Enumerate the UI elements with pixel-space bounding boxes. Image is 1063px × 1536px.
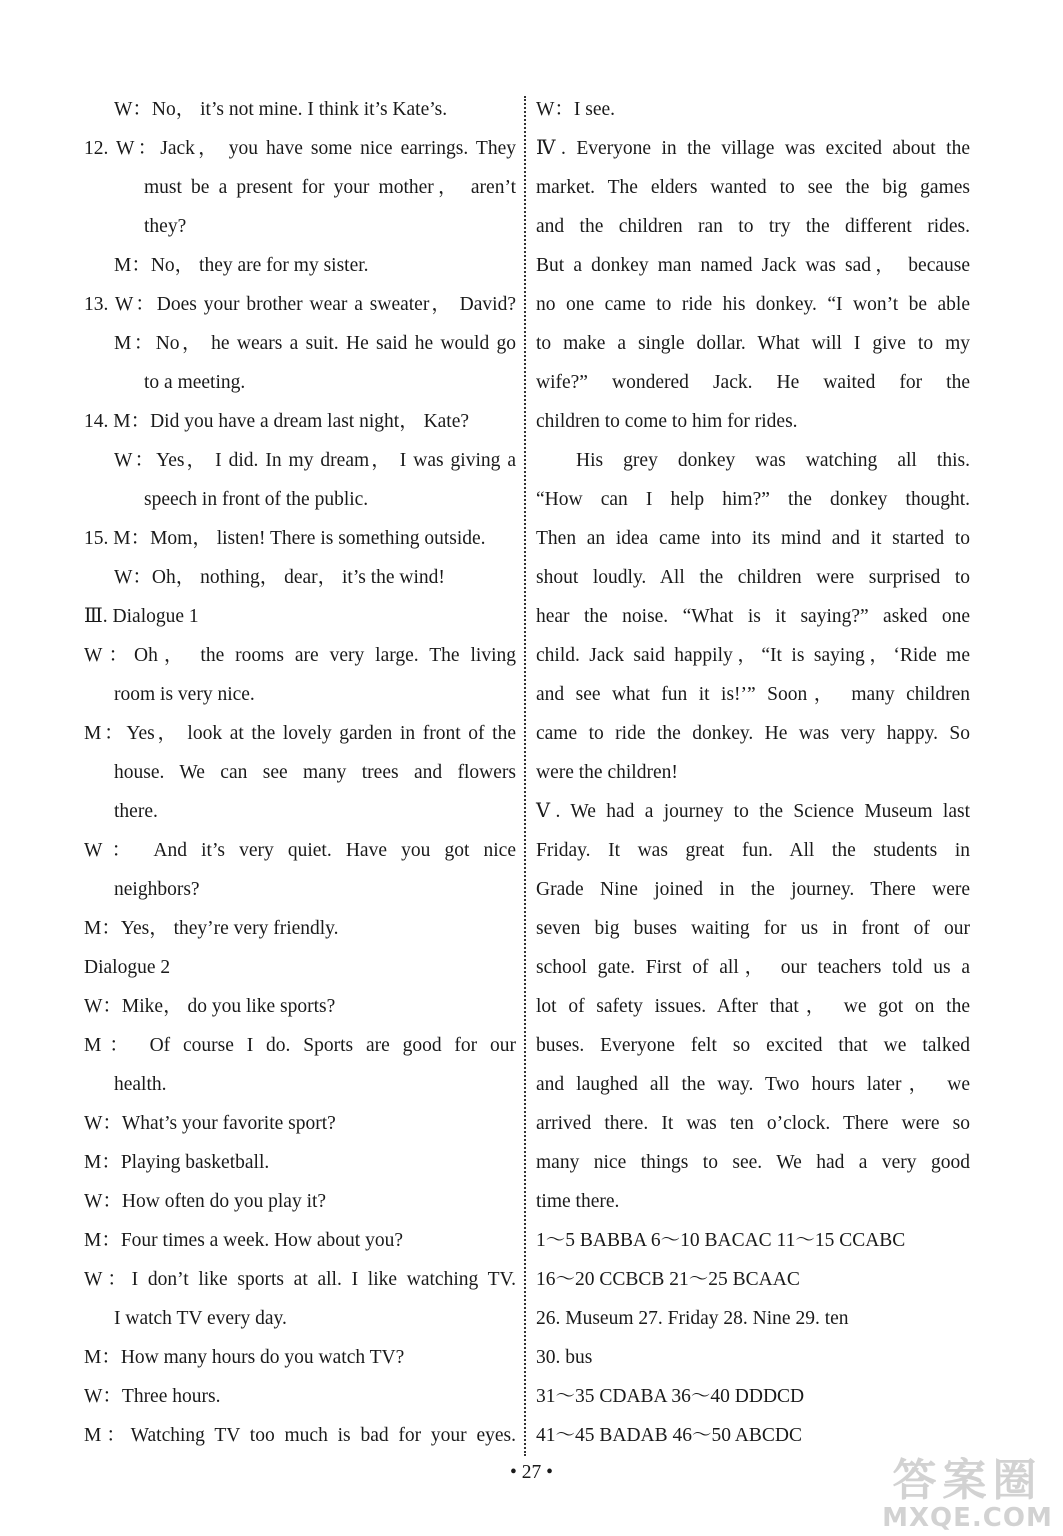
text-line: M：Watching TV too much is bad for your eyes.: [84, 1425, 516, 1446]
text-line: W：What’s your favorite sport?: [84, 1113, 336, 1134]
text-line: child. Jack said happily，“It is saying，‘Ride me: [536, 645, 970, 666]
text-line: Grade Nine joined in the journey. There were: [536, 879, 970, 900]
text-line: 14. M：Did you have a dream last night， Kate?: [84, 411, 470, 432]
text-line: 13. W：Does your brother wear a sweater， David?: [84, 294, 516, 315]
text-line: W：Yes， I did. In my dream， I was giving a: [114, 450, 516, 471]
text-line: Ⅳ. Everyone in the village was excited about the: [536, 138, 970, 159]
text-line: and laughed all the way. Two hours later， we: [536, 1074, 970, 1095]
text-line: arrived there. It was ten o’clock. There were so: [536, 1113, 970, 1134]
text-line: 30. bus: [536, 1347, 593, 1368]
text-line: M：Yes， they’re very friendly.: [84, 918, 339, 939]
text-line: they?: [144, 216, 187, 237]
text-line: wife?” wondered Jack. He waited for the: [536, 372, 970, 393]
text-line: W：Oh， the rooms are very large. The living: [84, 645, 516, 666]
text-line: to make a single dollar. What will I give to my: [536, 333, 970, 354]
text-line: Friday. It was great fun. All the students in: [536, 840, 970, 861]
watermark-logo-top: 答案圈: [892, 1455, 1043, 1506]
text-line: W：I don’t like sports at all. I like watching TV.: [84, 1269, 516, 1290]
text-line: “How can I help him?” the donkey thought.: [536, 489, 970, 510]
text-line: M：Playing basketball.: [84, 1152, 270, 1173]
text-line: 15. M：Mom， listen! There is something outside.: [84, 528, 486, 549]
text-line: M：No， he wears a suit. He said he would go: [114, 333, 516, 354]
text-line: W：Mike， do you like sports?: [84, 996, 336, 1017]
text-line: house. We can see many trees and flowers: [114, 762, 516, 783]
text-line: school gate. First of all， our teachers told us a: [536, 957, 970, 978]
text-line: lot of safety issues. After that， we got on the: [536, 996, 970, 1017]
text-line: were the children!: [536, 762, 678, 783]
text-line: and the children ran to try the different rides.: [536, 216, 970, 237]
text-line: and see what fun it is!’” Soon， many children: [536, 684, 970, 705]
column-divider: [524, 96, 526, 1456]
text-line: I watch TV every day.: [114, 1308, 287, 1329]
text-line: Ⅲ. Dialogue 1: [84, 606, 199, 627]
text-line: 12. W：Jack， you have some nice earrings. They: [84, 138, 516, 159]
text-line: to a meeting.: [144, 372, 246, 393]
text-line: market. The elders wanted to see the big games: [536, 177, 970, 198]
text-line: M：Four times a week. How about you?: [84, 1230, 403, 1251]
text-line: neighbors?: [114, 879, 200, 900]
text-line: W：Oh， nothing， dear， it’s the wind!: [114, 567, 445, 588]
text-line: 16～20 CCBCB 21～25 BCAAC: [536, 1269, 800, 1290]
text-line: W：How often do you play it?: [84, 1191, 327, 1212]
text-line: W：Three hours.: [84, 1386, 221, 1407]
text-line: buses. Everyone felt so excited that we talked: [536, 1035, 970, 1056]
text-line: room is very nice.: [114, 684, 255, 705]
text-line: came to ride the donkey. He was very happy. So: [536, 723, 970, 744]
text-line: speech in front of the public.: [144, 489, 369, 510]
text-line: M：Yes， look at the lovely garden in front of the: [84, 723, 516, 744]
text-line: M： Of course I do. Sports are good for our: [84, 1035, 516, 1056]
text-line: Dialogue 2: [84, 957, 171, 978]
text-line: health.: [114, 1074, 167, 1095]
text-line: must be a present for your mother， aren’t: [144, 177, 516, 198]
text-line: W：No， it’s not mine. I think it’s Kate’s.: [114, 99, 448, 120]
text-line: 26. Museum 27. Friday 28. Nine 29. ten: [536, 1308, 849, 1329]
text-line: many nice things to see. We had a very good: [536, 1152, 970, 1173]
text-line: 1～5 BABBA 6～10 BACAC 11～15 CCABC: [536, 1230, 906, 1251]
text-line: M：How many hours do you watch TV?: [84, 1347, 405, 1368]
text-line: 31～35 CDABA 36～40 DDDCD: [536, 1386, 805, 1407]
watermark-logo: [880, 1457, 1055, 1532]
text-line: seven big buses waiting for us in front of our: [536, 918, 970, 939]
text-line: W：I see.: [536, 99, 616, 120]
text-line: Then an idea came into its mind and it started to: [536, 528, 970, 549]
text-line: hear the noise. “What is it saying?” asked one: [536, 606, 970, 627]
text-line: children to come to him for rides.: [536, 411, 798, 432]
text-line: His grey donkey was watching all this.: [576, 450, 970, 471]
text-line: time there.: [536, 1191, 620, 1212]
text-line: M：No， they are for my sister.: [114, 255, 369, 276]
page-number: • 27 •: [510, 1462, 553, 1483]
text-line: But a donkey man named Jack was sad， because: [536, 255, 970, 276]
text-line: no one came to ride his donkey. “I won’t be able: [536, 294, 970, 315]
text-line: 41～45 BADAB 46～50 ABCDC: [536, 1425, 802, 1446]
text-line: W： And it’s very quiet. Have you got nice: [84, 840, 516, 861]
watermark-logo-bottom: MXQE.COM: [882, 1503, 1053, 1533]
text-line: Ⅴ. We had a journey to the Science Museum last: [536, 801, 970, 822]
text-line: shout loudly. All the children were surprised to: [536, 567, 970, 588]
text-line: there.: [114, 801, 158, 822]
